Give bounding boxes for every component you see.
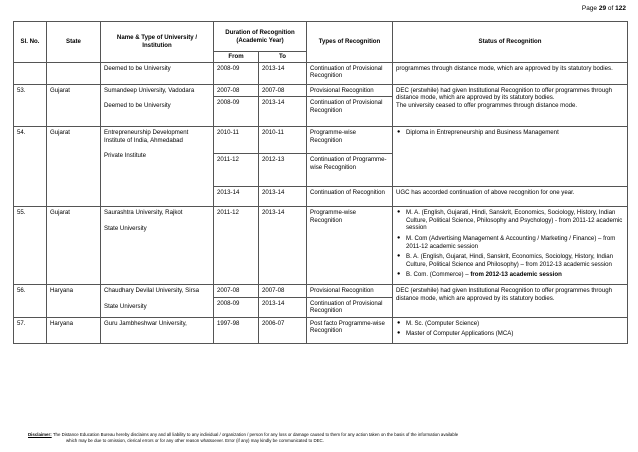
cell-to: 2012-13 <box>259 154 307 187</box>
list-item: ● M. Sc. (Computer Science) <box>406 320 624 328</box>
institution-name: Chaudhary Devilal University, Sirsa <box>104 286 200 294</box>
cell-to: 2006-07 <box>259 317 307 343</box>
header-state: State <box>47 22 101 63</box>
cell-sl: 57. <box>14 317 47 343</box>
list-item: ● Master of Computer Applications (MCA) <box>406 330 624 338</box>
header-to: To <box>259 52 307 63</box>
cell-status <box>393 317 628 343</box>
cell-name <box>101 84 214 127</box>
cell-status: programmes through distance mode, which are approved by its statutory bodies. <box>393 62 628 84</box>
cell-sl: 56. <box>14 284 47 317</box>
list-item <box>406 271 624 279</box>
institution-type: Deemed to be University <box>104 102 171 110</box>
cell-state: Gujarat <box>47 127 101 207</box>
disclaimer-label: Disclaimer: <box>28 432 52 437</box>
cell-to: 2010-11 <box>259 127 307 154</box>
cell-type: Deemed to be University <box>101 62 214 84</box>
cell-from: 2008-09 <box>214 97 259 127</box>
header-duration: Duration of Recognition (Academic Year) <box>214 22 307 52</box>
page-prefix: Page <box>581 5 598 12</box>
cell-recognition: Continuation of Provisional Recognition <box>307 297 393 317</box>
cell-recognition: Provisional Recognition <box>307 284 393 297</box>
list-item: ● M. A. (English, Gujarati, Hindi, Sanskrit, Economics, Sociology, History, Indian Culture, Political Science, Philosophy and Psychology) - from 2011-12 academic session <box>406 209 624 232</box>
cell-from: 2008-09 <box>214 297 259 317</box>
cell-name <box>101 207 214 285</box>
cell-sl <box>14 62 47 84</box>
cell-status <box>393 207 628 285</box>
list-item-text: B. Com. (Commerce) – <box>406 271 471 279</box>
cell-recognition: Continuation of Programme-wise Recognition <box>307 154 393 187</box>
recognition-table <box>13 21 628 344</box>
list-item: ● Diploma in Entrepreneurship and Business Management <box>406 129 624 137</box>
cell-sl: 54. <box>14 127 47 207</box>
cell-recognition: Programme-wise Recognition <box>307 127 393 154</box>
cell-recognition: Post facto Programme-wise Recognition <box>307 317 393 343</box>
disclaimer <box>28 432 588 444</box>
institution-name: Sumandeep University, Vadodara <box>104 86 195 94</box>
cell-to: 2013-14 <box>259 297 307 317</box>
cell-state: Haryana <box>47 284 101 317</box>
header-sl-no: Sl. No. <box>14 22 47 63</box>
cell-name: Guru Jambheshwar University, <box>101 317 214 343</box>
cell-sl: 55. <box>14 207 47 285</box>
header-row <box>14 22 628 52</box>
list-item: ● M. Com (Advertising Management & Accounting / Marketing / Finance) – from 2011-12 academic session <box>406 235 624 250</box>
list-item: ● B. A. (English, Gujarat, Hindi, Sanskrit, Economics, Sociology, History, Indian Culture, Political Science and Philosophy) – from 2012-13 academic session <box>406 253 624 268</box>
cell-to: 2007-08 <box>259 284 307 297</box>
header-from: From <box>214 52 259 63</box>
cell-recognition: Continuation of Recognition <box>307 187 393 207</box>
cell-to: 2013-14 <box>259 62 307 84</box>
disclaimer-line-1: The Distance Education Bureau hereby disclaims any and all liability to any individual / organization / person for any loss or damage caused to them for any action taken on the basis of the information available <box>52 432 459 437</box>
cell-recognition: Provisional Recognition <box>307 84 393 97</box>
table-row <box>14 284 628 297</box>
program-list <box>396 129 624 137</box>
cell-recognition: Continuation of Provisional Recognition <box>307 62 393 84</box>
cell-from: 2007-08 <box>214 84 259 97</box>
institution-type: State University <box>104 302 147 310</box>
table-row <box>14 84 628 97</box>
cell-state: Gujarat <box>47 84 101 127</box>
cell-name <box>101 127 214 207</box>
program-list <box>396 209 624 279</box>
list-item-emphasis: from 2012-13 academic session <box>470 271 562 279</box>
cell-recognition: Continuation of Provisional Recognition <box>307 97 393 127</box>
cell-state <box>47 62 101 84</box>
cell-to: 2007-08 <box>259 84 307 97</box>
header-name-type: Name & Type of University / Institution <box>101 22 214 63</box>
status-text: DEC (erstwhile) had given Institutional Recognition to offer programmes through distance mode, which are approved by its statutory bodies. <box>396 86 612 102</box>
program-list <box>396 320 624 338</box>
cell-to: 2013-14 <box>259 187 307 207</box>
page-number <box>582 5 626 12</box>
cell-from: 2010-11 <box>214 127 259 154</box>
institution-name: Entrepreneurship Development Institute of India, Ahmedabad <box>104 129 189 144</box>
cell-to: 2013-14 <box>259 97 307 127</box>
table-row <box>14 207 628 285</box>
cell-name <box>101 284 214 317</box>
cell-sl: 53. <box>14 84 47 127</box>
header-types: Types of Recognition <box>307 22 393 63</box>
table-row <box>14 317 628 343</box>
cell-status <box>393 127 628 187</box>
cell-from: 2011-12 <box>214 154 259 187</box>
page-total: 122 <box>615 5 626 12</box>
cell-state: Haryana <box>47 317 101 343</box>
cell-state: Gujarat <box>47 207 101 285</box>
disclaimer-line-2: which may be due to omission, clerical errors or for any other reason whatsoever. Error (if any) may kindly be communicated to DEC. <box>66 438 324 443</box>
table-row <box>14 62 628 84</box>
header-status: Status of Recognition <box>393 22 628 63</box>
cell-to: 2013-14 <box>259 207 307 285</box>
cell-status: DEC (erstwhile) had given Institutional Recognition to offer programmes through distance mode, which are approved by its statutory bodies. <box>393 284 628 317</box>
cell-from: 2007-08 <box>214 284 259 297</box>
page-of: of <box>607 5 614 12</box>
status-text-2: The university ceased to offer programmes through distance mode. <box>396 101 578 109</box>
cell-recognition: Programme-wise Recognition <box>307 207 393 285</box>
cell-from: 2008-09 <box>214 62 259 84</box>
table-row <box>14 127 628 154</box>
cell-from: 1997-98 <box>214 317 259 343</box>
cell-status <box>393 84 628 127</box>
institution-type: State University <box>104 224 147 232</box>
institution-type: Private Institute <box>104 152 146 160</box>
institution-name: Saurashtra University, Rajkot <box>104 209 183 217</box>
cell-from: 2011-12 <box>214 207 259 285</box>
page-current: 29 <box>598 5 607 12</box>
cell-from: 2013-14 <box>214 187 259 207</box>
cell-status: UGC has accorded continuation of above recognition for one year. <box>393 187 628 207</box>
